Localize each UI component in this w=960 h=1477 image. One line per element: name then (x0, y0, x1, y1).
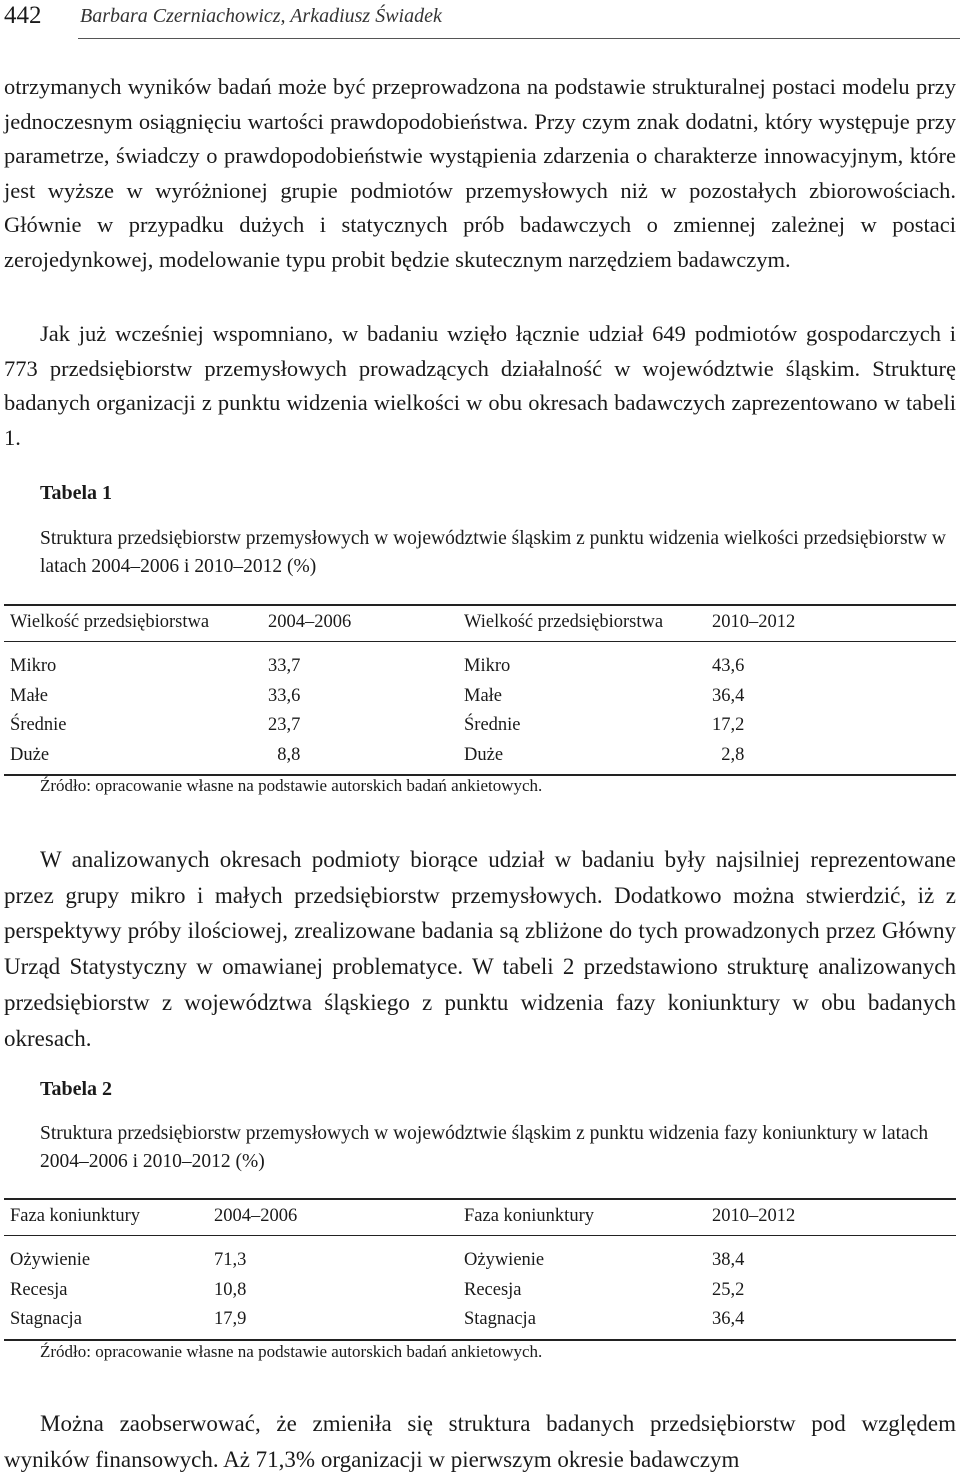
table-1-label: Tabela 1 (40, 482, 113, 504)
body-paragraph-2-text: Jak już wcześniej wspomniano, w badaniu wzięło łącznie udział 649 podmiotów gospodarczych i 773 przedsiębiorstw przemysłowych prowadzących działalność w województwie śląskim. Strukturę badanych organizacji z punktu widzenia wielkości w obu okresach badawczych zaprezentowano w tabeli 1. (4, 321, 956, 450)
table-cell: 23,7 (268, 715, 301, 736)
page-header (0, 0, 960, 40)
table-cell-value: 8,8 (277, 744, 301, 765)
table-cell: 17,2 (712, 715, 745, 736)
table-1 (4, 604, 956, 776)
table-cell: Stagnacja (4, 1305, 208, 1340)
table-cell-value: 2,8 (721, 744, 745, 765)
table-2-label: Tabela 2 (40, 1078, 113, 1100)
page-number: 442 (4, 2, 42, 29)
table-cell: Duże (4, 741, 262, 776)
body-paragraph-4-text: Można zaobserwować, że zmieniła się struktura badanych przedsiębiorstw pod względem wyników finansowych. Aż 71,3% organizacji w pierwszym okresie badawczym (4, 1411, 956, 1472)
column-header: 2010–2012 (706, 605, 956, 642)
running-head-authors: Barbara Czerniachowicz, Arkadiusz Świadek (80, 5, 442, 27)
table-cell: Stagnacja (458, 1305, 706, 1340)
table-header-row (4, 605, 956, 642)
table-cell: 36,4 (712, 685, 745, 706)
table-cell: Małe (464, 685, 503, 706)
table-cell (262, 741, 458, 776)
table-cell: 71,3 (214, 1250, 247, 1271)
table-cell: 10,8 (214, 1279, 247, 1300)
table-cell: 33,7 (268, 656, 301, 677)
table-cell: Średnie (464, 715, 521, 736)
table-row (4, 741, 956, 776)
column-header: 2004–2006 (208, 1199, 458, 1236)
table-cell: Recesja (10, 1279, 68, 1300)
table-1-caption: Struktura przedsiębiorstw przemysłowych w województwie śląskim z punktu widzenia wielkości przedsiębiorstw w latach 2004–2006 i 2010–2012 (%) (40, 528, 946, 577)
column-header: Faza koniunktury (458, 1199, 706, 1236)
table-1-source: Źródło: opracowanie własne na podstawie autorskich badań ankietowych. (40, 776, 543, 795)
table-cell: Ożywienie (10, 1250, 91, 1271)
table-cell: 33,6 (268, 685, 301, 706)
body-paragraph-3-text: W analizowanych okresach podmioty biorące udział w badaniu były najsilniej reprezentowane przez grupy mikro i małych przedsiębiorstw przemysłowych. Dodatkowo można stwierdzić, iż z perspektywy próby ilościowej, zrealizowane badania są zbliżone do tych prowadzonych przez Główny Urząd Statystyczny w omawianej problematyce. W tabeli 2 przedstawiono strukturę analizowanych przedsiębiorstw z województwa śląskiego z punktu widzenia fazy koniunktury w obu badanych okresach. (4, 847, 956, 1051)
table-cell: Mikro (464, 656, 511, 677)
table-cell: 25,2 (712, 1279, 745, 1300)
table-cell: Mikro (10, 656, 57, 677)
table-cell: Ożywienie (464, 1250, 545, 1271)
table-row (4, 711, 956, 741)
column-header: 2010–2012 (706, 1199, 956, 1236)
table-cell: Małe (10, 685, 49, 706)
table-cell: Duże (458, 741, 706, 776)
table-2-caption: Struktura przedsiębiorstw przemysłowych w województwie śląskim z punktu widzenia fazy koniunktury w latach 2004–2006 i 2010–2012 (%) (40, 1123, 929, 1172)
column-header: Faza koniunktury (4, 1199, 208, 1236)
table-cell: Recesja (464, 1279, 522, 1300)
body-paragraph-1: otrzymanych wyników badań może być przeprowadzona na podstawie strukturalnej postaci modelu przy jednoczesnym osiągnięciu wartości prawdopodobieństwa. Przy czym znak dodatni, który występuje przy parametrze, świadczy o prawdopodobieństwie wystąpienia zdarzenia o charakterze innowacyjnym, które jest wyższe w wyróżnionej grupie podmiotów przemysłowych niż w pozostałych zbiorowościach. Głównie w przypadku dużych i statycznych prób badawczych o zmiennej zależnej w postaci zerojedynkowej, modelowanie typu probit będzie skutecznym narzędziem badawczym. (4, 74, 956, 272)
table-row (4, 1305, 956, 1340)
column-header: 2004–2006 (262, 605, 458, 642)
table-cell: 38,4 (712, 1250, 745, 1271)
body-paragraph-4 (4, 1406, 956, 1477)
table-cell: 17,9 (208, 1305, 458, 1340)
table-row (4, 1236, 956, 1276)
header-rule (78, 38, 960, 39)
table-row (4, 1276, 956, 1306)
table-cell (706, 741, 956, 776)
table-row (4, 642, 956, 682)
column-header: Wielkość przedsiębiorstwa (458, 605, 706, 642)
table-2 (4, 1198, 956, 1341)
body-paragraph-2 (4, 317, 956, 455)
table-cell: Średnie (10, 715, 67, 736)
table-cell: 43,6 (712, 656, 745, 677)
table-header-row (4, 1199, 956, 1236)
table-cell: 36,4 (706, 1305, 956, 1340)
table-row (4, 682, 956, 712)
body-paragraph-3 (4, 842, 956, 1056)
column-header: Wielkość przedsiębiorstwa (4, 605, 262, 642)
table-2-source: Źródło: opracowanie własne na podstawie autorskich badań ankietowych. (40, 1342, 543, 1361)
